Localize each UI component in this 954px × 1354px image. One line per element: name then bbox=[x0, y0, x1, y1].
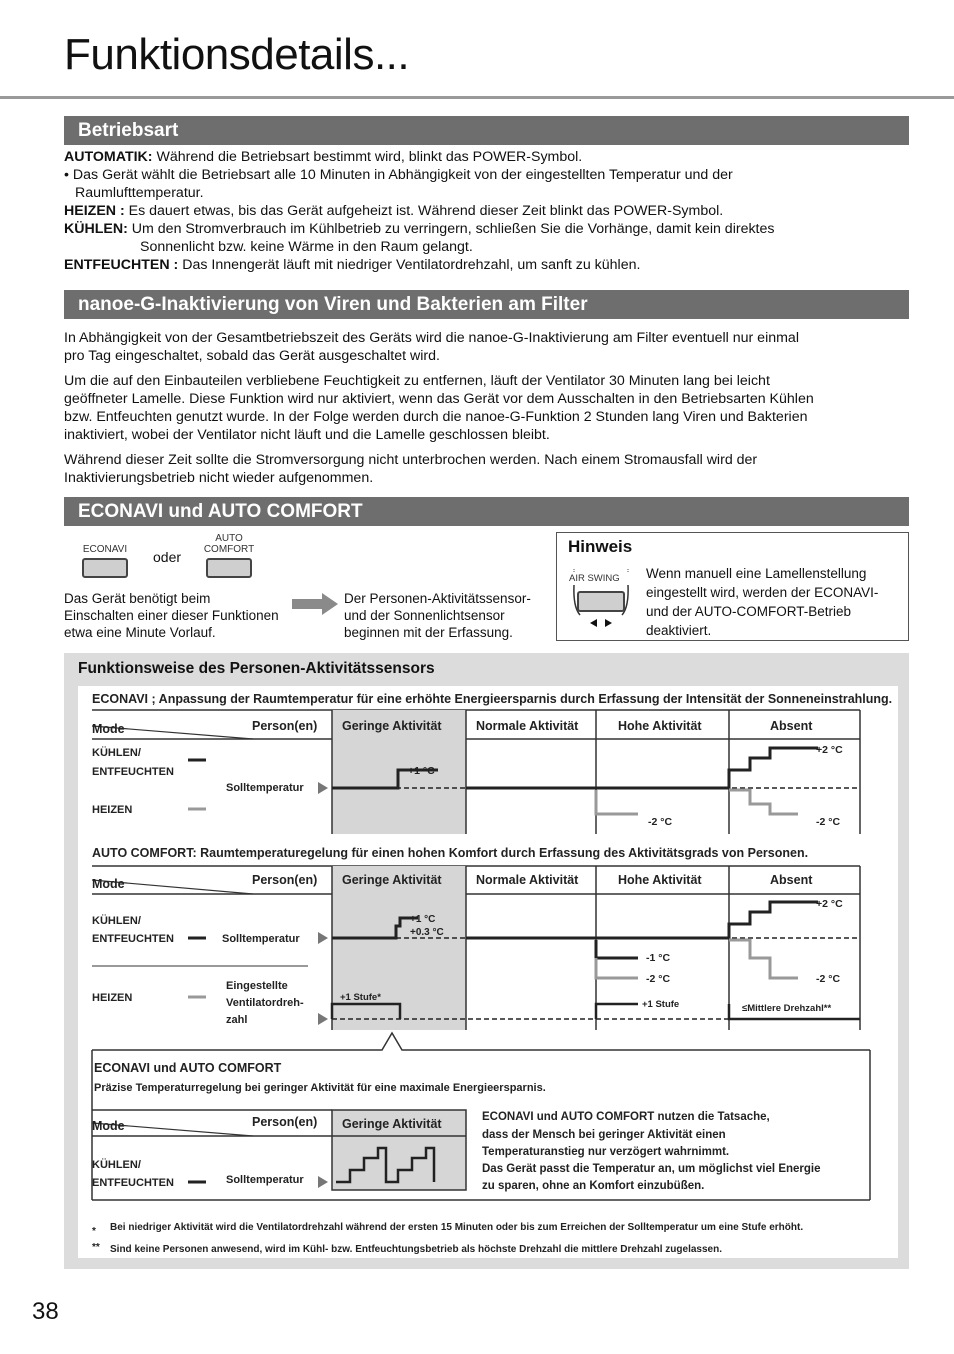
entfeuchten-text: Das Innengerät läuft mit niedriger Ventilatordrehzahl, um sanft zu kühlen. bbox=[178, 257, 641, 273]
col-normal-activity: Normale Aktivität bbox=[476, 719, 579, 733]
solltemp-label-2: Solltemperatur bbox=[222, 933, 300, 945]
auto-comfort-button[interactable] bbox=[206, 558, 252, 578]
sensor-note-line-1: Der Personen-Aktivitätssensor- bbox=[344, 591, 531, 606]
footnote-1: Bei niedriger Aktivität wird die Ventilatordrehzahl während der ersten 15 Minuten oder bis zum Erreichen der Solltemperatur um eine Stufe erhöht. bbox=[110, 1222, 804, 1233]
col-high-activity: Hohe Aktivität bbox=[618, 719, 702, 733]
combined-text-4: Das Gerät passt die Temperatur an, um möglichst viel Energie bbox=[482, 1163, 821, 1175]
nanoe-p1-line-2: pro Tag eingeschaltet, sobald das Gerät ausgeschaltet wird. bbox=[64, 348, 440, 364]
section-heading-econavi: ECONAVI und AUTO COMFORT bbox=[64, 497, 909, 526]
combined-text-5: zu sparen, ohne an Komfort einzubüßen. bbox=[482, 1180, 705, 1192]
activity-sensor-diagram bbox=[78, 686, 898, 1258]
econavi-diagram-heading: ECONAVI ; Anpassung der Raumtemperatur für eine erhöhte Energieersparnis durch Erfassung der Intensität der Sonneneinstrahlung. bbox=[92, 692, 893, 706]
hinweis-line-3: und der AUTO-COMFORT-Betrieb bbox=[646, 604, 852, 619]
nanoe-p2-line-1: Um die auf den Einbauteilen verbliebene Feuchtigkeit zu entfernen, läuft der Ventilator 30 Minuten lang bei leicht bbox=[64, 373, 770, 389]
hinweis-title: Hinweis bbox=[568, 537, 633, 556]
sensor-diagram-area bbox=[78, 686, 898, 1258]
hinweis-text bbox=[646, 564, 878, 640]
startup-note-line-1: Das Gerät benötigt beim bbox=[64, 591, 211, 606]
col-low-activity-2: Geringe Aktivität bbox=[342, 873, 442, 887]
page-title: Funktionsdetails... bbox=[64, 30, 410, 79]
auto-plus1: +1 °C bbox=[410, 914, 436, 925]
automatik-text: Während die Betriebsart bestimmt wird, blinkt das POWER-Symbol. bbox=[152, 149, 583, 165]
combined-text-1: ECONAVI und AUTO COMFORT nutzen die Tatsache, bbox=[482, 1111, 770, 1123]
mode-entfeuchten: ENTFEUCHTEN bbox=[92, 766, 174, 778]
air-swing-button[interactable] bbox=[577, 591, 625, 612]
econavi-button-label: ECONAVI bbox=[82, 544, 128, 555]
startup-note bbox=[64, 590, 279, 641]
sensor-panel bbox=[64, 653, 909, 1269]
heizen-text: Es dauert etwas, bis das Gerät aufgeheizt ist. Während dieser Zeit blinkt das POWER-Symbol. bbox=[124, 203, 724, 219]
nanoe-p2-line-4: inaktiviert, wobei der Ventilator nicht läuft und die Lamelle geschlossen bleibt. bbox=[64, 427, 550, 443]
econavi-minus2-absent: -2 °C bbox=[816, 816, 841, 828]
mode-label: Mode bbox=[92, 722, 125, 736]
hinweis-line-1: Wenn manuell eine Lamellenstellung bbox=[646, 566, 867, 581]
sensor-note-line-2: und der Sonnenlichtsensor bbox=[344, 608, 505, 623]
kuehlen-text-2: Sonnenlicht bzw. keine Wärme in den Raum gelangt. bbox=[140, 239, 473, 255]
section-heading-nanoe: nanoe-G-Inaktivierung von Viren und Bakterien am Filter bbox=[64, 290, 909, 319]
heizen-label: HEIZEN : bbox=[64, 203, 125, 219]
fan-medium: ≤Mittlere Drehzahl** bbox=[742, 1003, 832, 1014]
auto-comfort-button-label bbox=[196, 533, 262, 555]
combined-subheading: Präzise Temperaturregelung bei geringer Aktivität für eine maximale Energieersparnis. bbox=[94, 1082, 546, 1094]
combined-heading: ECONAVI und AUTO COMFORT bbox=[94, 1061, 282, 1075]
fan-plus1-star: +1 Stufe* bbox=[340, 992, 381, 1003]
auto-comfort-diagram-heading: AUTO COMFORT: Raumtemperaturegelung für einen hohen Komfort durch Erfassung des Aktivitätsgrads von Personen. bbox=[92, 846, 809, 860]
econavi-minus2-high: -2 °C bbox=[648, 816, 673, 828]
mode-label-2: Mode bbox=[92, 877, 125, 891]
mode-kuehlen-3: KÜHLEN/ bbox=[92, 1159, 141, 1171]
footnote-2-mark: ** bbox=[92, 1242, 100, 1253]
persons-label-2: Person(en) bbox=[252, 873, 318, 887]
combined-text-2: dass der Mensch bei geringer Aktivität einen bbox=[482, 1129, 726, 1141]
automatik-bullet-line-2: Raumlufttemperatur. bbox=[75, 185, 204, 201]
econavi-plus2: +2 °C bbox=[816, 744, 843, 756]
auto-minus1: -1 °C bbox=[646, 952, 671, 964]
col-absent-2: Absent bbox=[770, 873, 813, 887]
betriebsart-body bbox=[64, 148, 912, 274]
nanoe-paragraph-2 bbox=[64, 372, 912, 444]
auto-plus2: +2 °C bbox=[816, 898, 843, 910]
auto-minus2-high: -2 °C bbox=[646, 973, 671, 985]
mode-heizen: HEIZEN bbox=[92, 804, 133, 816]
combined-text-3: Temperaturanstieg nur verzögert wahrnimmt. bbox=[482, 1146, 730, 1158]
col-low-activity-3: Geringe Aktivität bbox=[342, 1117, 442, 1131]
kuehlen-text-1: Um den Stromverbrauch im Kühlbetrieb zu verringern, schließen Sie die Vorhänge, damit kein direktes bbox=[127, 221, 775, 237]
col-normal-activity-2: Normale Aktivität bbox=[476, 873, 579, 887]
mode-entfeuchten-3: ENTFEUCHTEN bbox=[92, 1177, 174, 1189]
nanoe-p1-line-1: In Abhängigkeit von der Gesamtbetriebszeit des Geräts wird die nanoe-G-Inaktivierung am Filter eventuell nur einmal bbox=[64, 330, 799, 346]
automatik-bullet-line-1: • Das Gerät wählt die Betriebsart alle 10 Minuten in Abhängigkeit von der eingestellten Temperatur und der bbox=[64, 167, 733, 183]
col-low-activity: Geringe Aktivität bbox=[342, 719, 442, 733]
nanoe-p2-line-3: bzw. Entfeuchten genutzt wurde. In der Folge werden durch die nanoe-G-Funktion 2 Stunden lang Viren und Bakterien bbox=[64, 409, 808, 425]
title-rule bbox=[0, 96, 954, 99]
persons-label: Person(en) bbox=[252, 719, 318, 733]
startup-note-line-3: etwa eine Minute Vorlauf. bbox=[64, 625, 216, 640]
footnote-1-mark: * bbox=[92, 1226, 96, 1237]
solltemp-label-3: Solltemperatur bbox=[226, 1174, 304, 1186]
econavi-button[interactable] bbox=[82, 558, 128, 578]
automatik-label: AUTOMATIK: bbox=[64, 149, 153, 165]
sensor-start-note bbox=[344, 590, 531, 641]
fan-plus1: +1 Stufe bbox=[642, 999, 680, 1010]
fan-speed-label-1: Eingestellte bbox=[226, 980, 288, 992]
sensor-note-line-3: beginnen mit der Erfassung. bbox=[344, 625, 513, 640]
solltemp-label: Solltemperatur bbox=[226, 782, 304, 794]
fan-speed-label-3: zahl bbox=[226, 1014, 248, 1026]
oder-text: oder bbox=[153, 549, 182, 565]
arrow-right-icon bbox=[292, 592, 340, 616]
nanoe-p2-line-2: geöffneter Lamelle. Diese Funktion wird nur aktiviert, wenn das Gerät vor dem Ausschalten in den Betriebsarten Kühlen bbox=[64, 391, 814, 407]
hinweis-line-2: eingestellt wird, werden der ECONAVI- bbox=[646, 585, 879, 600]
col-absent: Absent bbox=[770, 719, 813, 733]
persons-label-3: Person(en) bbox=[252, 1115, 318, 1129]
mode-label-3: Mode bbox=[92, 1119, 125, 1133]
nanoe-p3-line-1: Während dieser Zeit sollte die Stromversorgung nicht unterbrochen werden. Nach einem Stromausfall wird der bbox=[64, 452, 758, 468]
mode-kuehlen-2: KÜHLEN/ bbox=[92, 915, 141, 927]
hinweis-line-4: deaktiviert. bbox=[646, 623, 712, 638]
kuehlen-label: KÜHLEN: bbox=[64, 221, 128, 237]
footnote-2: Sind keine Personen anwesend, wird im Kühl- bzw. Entfeuchtungsbetrieb als höchste Drehzahl die mittlere Drehzahl zugelassen. bbox=[110, 1244, 722, 1255]
nanoe-body bbox=[64, 329, 912, 494]
auto-label-line-1: AUTO bbox=[215, 533, 243, 544]
econavi-plus1: +1 °C bbox=[408, 765, 435, 777]
section-heading-betriebsart: Betriebsart bbox=[64, 116, 909, 145]
mode-entfeuchten-2: ENTFEUCHTEN bbox=[92, 933, 174, 945]
sensor-panel-title: Funktionsweise des Personen-Aktivitätssensors bbox=[78, 660, 435, 677]
fan-speed-label-2: Ventilatordreh- bbox=[226, 997, 304, 1009]
entfeuchten-label: ENTFEUCHTEN : bbox=[64, 257, 179, 273]
nanoe-paragraph-3 bbox=[64, 451, 912, 487]
auto-minus2-absent: -2 °C bbox=[816, 973, 841, 985]
hinweis-box bbox=[556, 532, 909, 641]
mode-kuehlen: KÜHLEN/ bbox=[92, 747, 141, 759]
auto-label-line-2: COMFORT bbox=[203, 544, 255, 555]
mode-heizen-2: HEIZEN bbox=[92, 992, 133, 1004]
auto-plus03: +0.3 °C bbox=[410, 927, 444, 938]
startup-note-line-2: Einschalten einer dieser Funktionen bbox=[64, 608, 279, 623]
page-number: 38 bbox=[32, 1298, 59, 1325]
nanoe-paragraph-1 bbox=[64, 329, 912, 365]
air-swing-label: AIR SWING bbox=[569, 573, 620, 584]
col-high-activity-2: Hohe Aktivität bbox=[618, 873, 702, 887]
nanoe-p3-line-2: Inaktivierungsbetrieb nicht wieder aufgenommen. bbox=[64, 470, 374, 486]
